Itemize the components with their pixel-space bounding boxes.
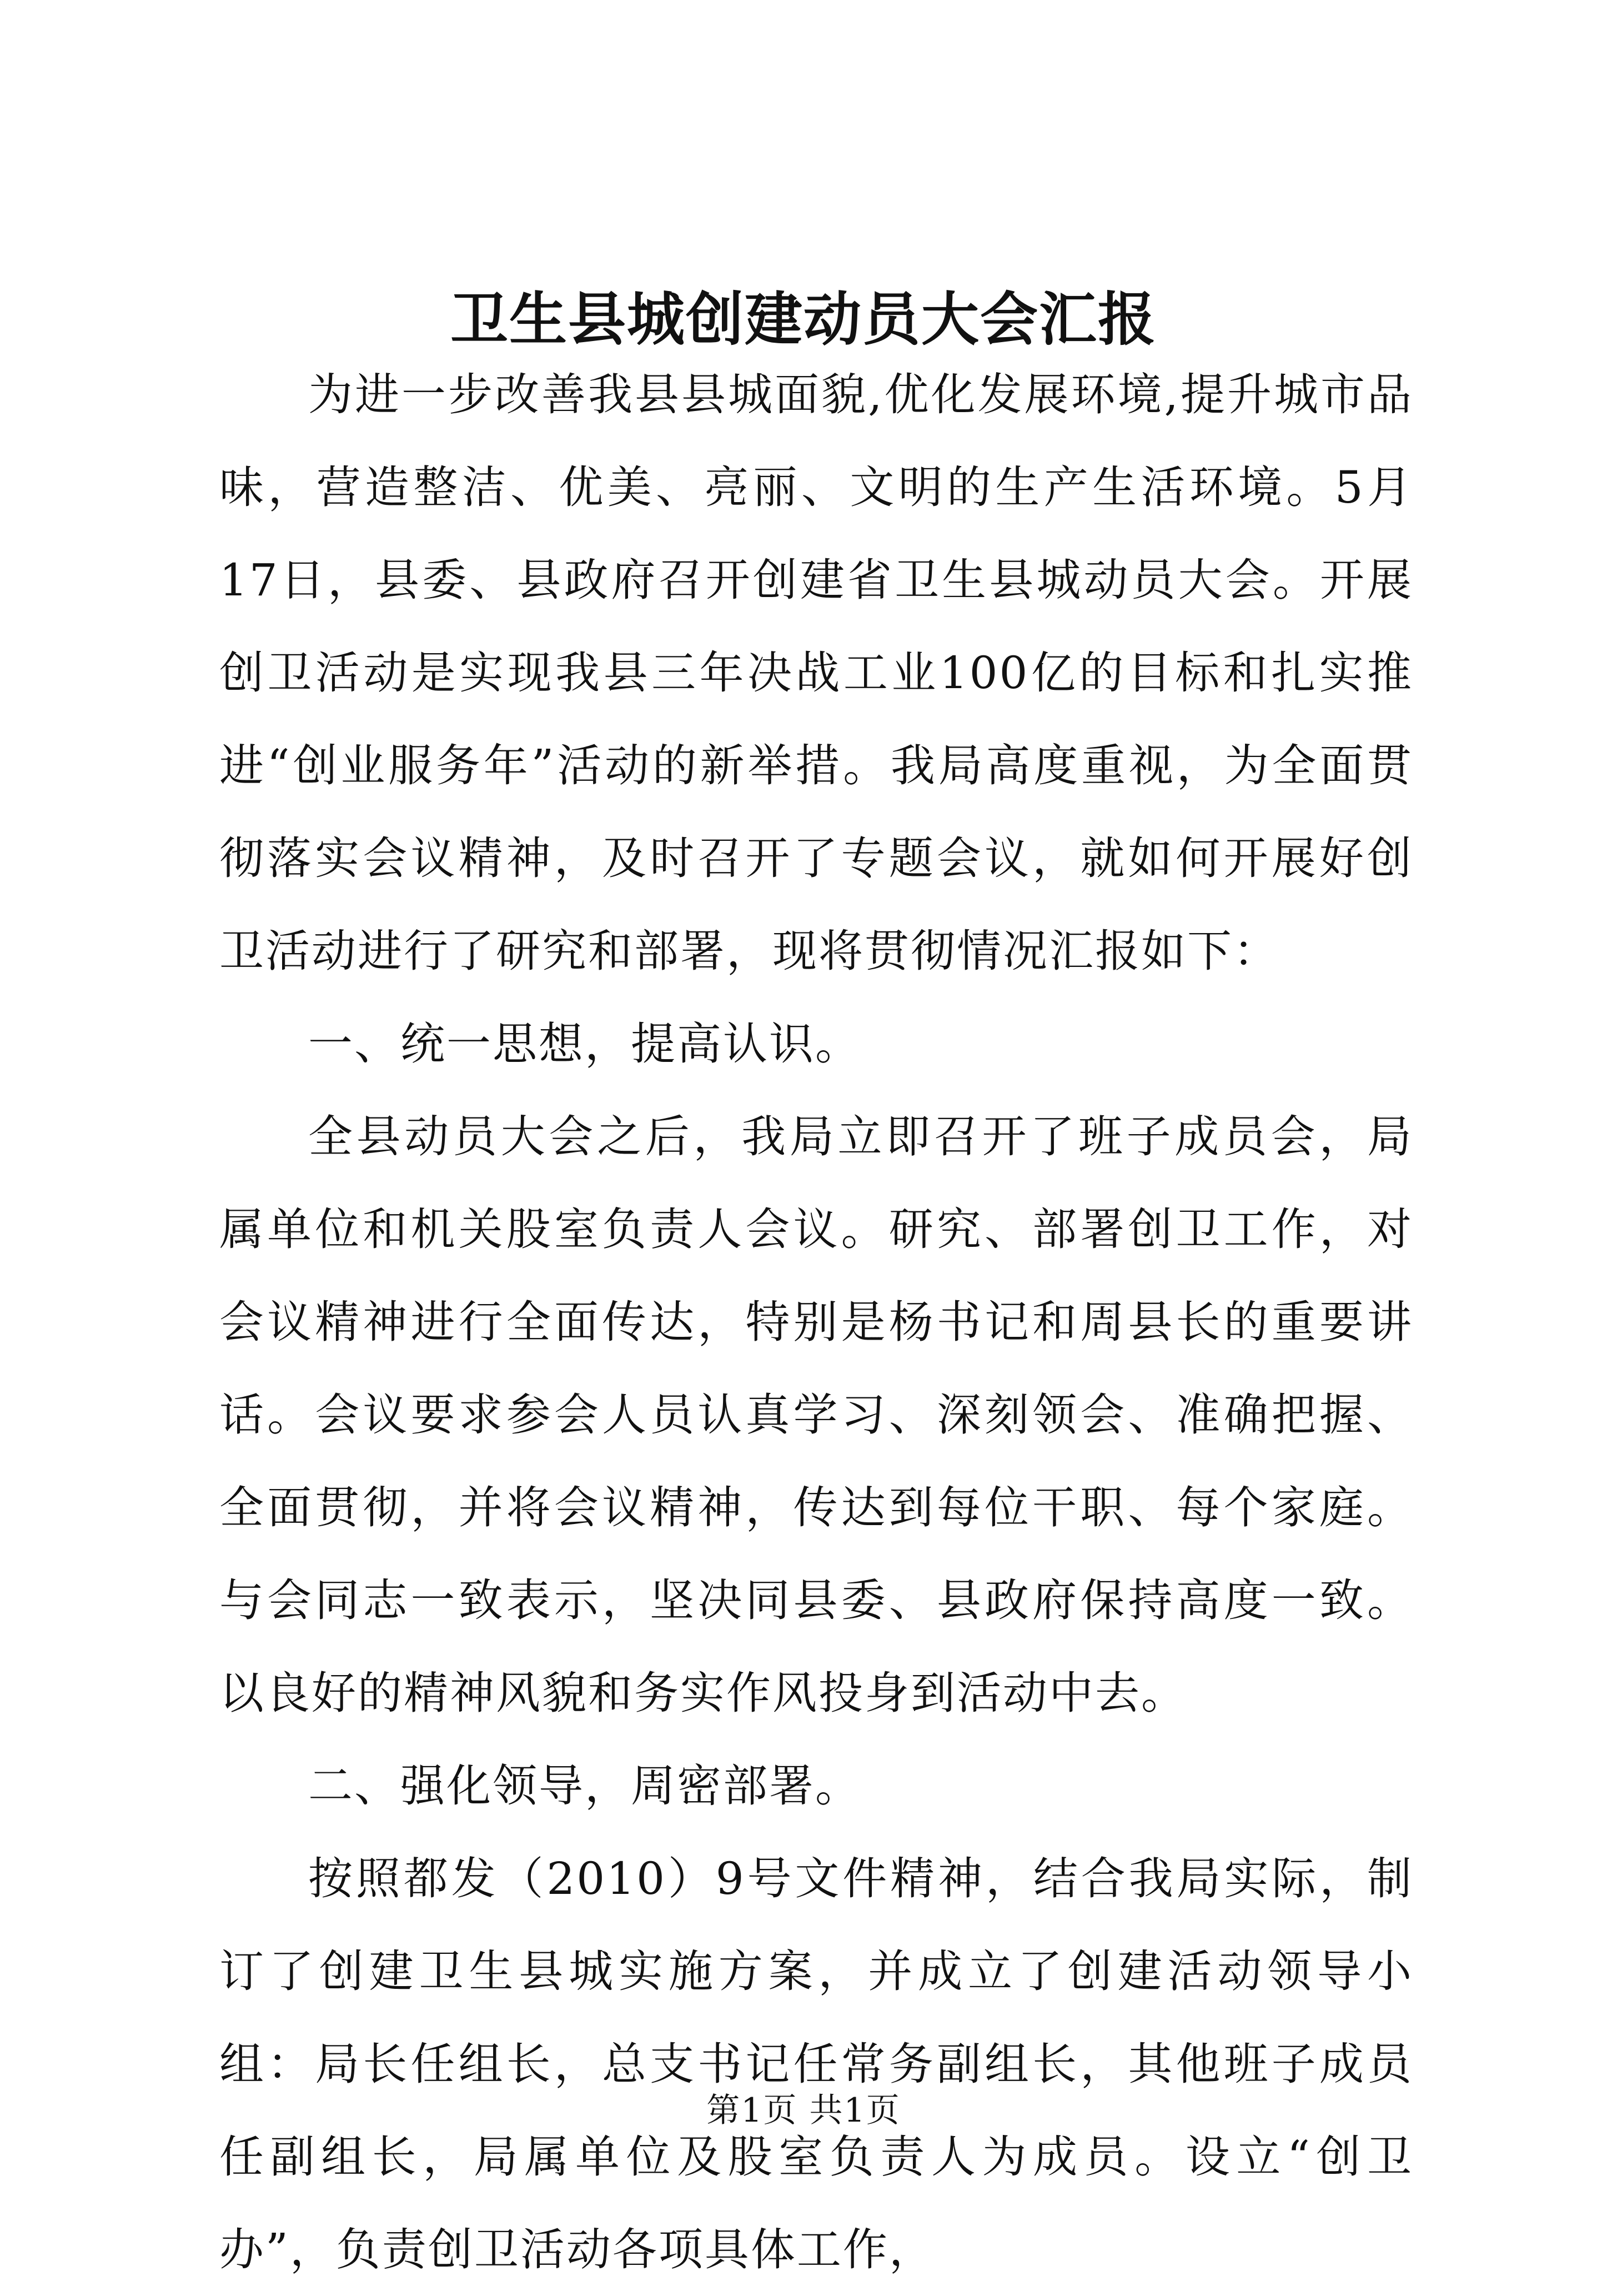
section-heading-2: 二、强化领导，周密部署。 (308, 1760, 861, 1812)
paragraph-section-1: 全县动员大会之后，我局立即召开了班子成员会，局属单位和机关股室负责人会议。研究、部署创卫工作，对会议精神进行全面传达，特别是杨书记和周县长的重要讲话。会议要求参会人员认真学习、深刻领会、准确把握、全面贯彻，并将会议精神，传达到每位干职、每个家庭。与会同志一致表示，坚决同县委、县政府保持高度一致。以良好的精神风貌和务实作风投身到活动中去。 (219, 1111, 1413, 1719)
document-title: 卫生县城创建动员大会汇报 (450, 285, 1157, 353)
section-heading-1: 一、统一思想，提高认识。 (308, 1018, 861, 1070)
document-body (219, 348, 1413, 2296)
page-footer: 第1页 共1页 (706, 2091, 901, 2130)
paragraph-intro: 为进一步改善我县县城面貌,优化发展环境,提升城市品味，营造整洁、优美、亮丽、文明的生产生活环境。5月17日，县委、县政府召开创建省卫生县城动员大会。开展创卫活动是实现我县三年决战工业100亿的目标和扎实推进“创业服务年”活动的新举措。我局高度重视，为全面贯彻落实会议精神，及时召开了专题会议，就如何开展好创卫活动进行了研究和部署，现将贯彻情况汇报如下： (219, 369, 1413, 977)
paragraph-section-2: 按照都发（2010）9号文件精神，结合我局实际，制订了创建卫生县城实施方案，并成立了创建活动领导小组：局长任组长，总支书记任常务副组长，其他班子成员任副组长，局属单位及股室负责人为成员。设立“创卫办”，负责创卫活动各项具体工作， (219, 1853, 1413, 2275)
